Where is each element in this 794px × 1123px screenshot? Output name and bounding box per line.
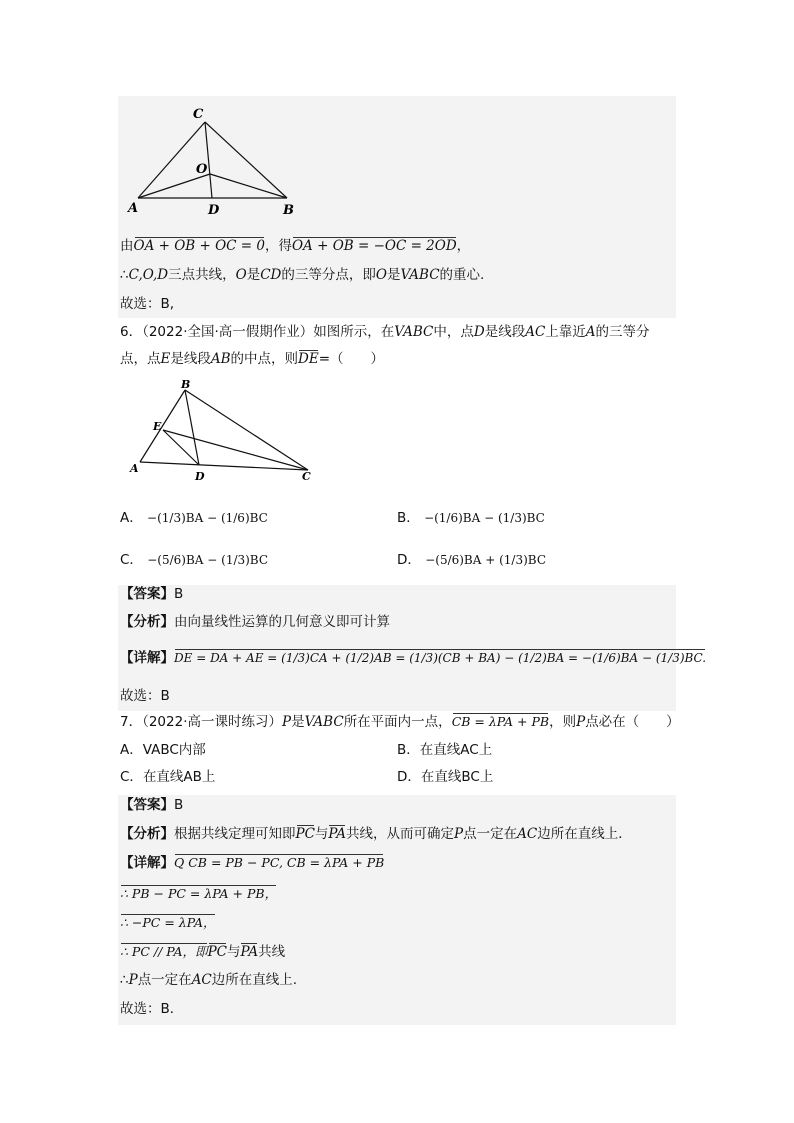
q5-text: ∴ (120, 267, 129, 283)
q5-text: 由 (120, 238, 134, 254)
q5-text: ，得 (264, 238, 292, 254)
q5-eq1: OA + OB + OC = 0 (133, 238, 265, 254)
option-label: C． (120, 552, 143, 568)
q7-text: 所在平面内一点， (343, 714, 452, 730)
q6-math: E (160, 351, 171, 367)
q6-text: 上靠近 (545, 324, 586, 340)
q6-option-C[interactable] (120, 550, 268, 570)
q6-stem-line-1 (120, 322, 650, 342)
q6-text: 中，点 (433, 324, 474, 340)
q6-math: AC (525, 324, 546, 340)
q6-text: 的三等分 (595, 324, 650, 340)
q6-option-A[interactable] (120, 508, 268, 528)
q6-option-B[interactable] (397, 508, 545, 528)
figure-triangle-centroid (125, 104, 305, 224)
option-label: D． (397, 769, 421, 785)
option-text: VABC内部 (142, 742, 206, 758)
option-text: −(1/3)BA − (1/6)BC (147, 511, 268, 525)
q6-math: AB (210, 351, 231, 367)
detail-equation: ∴ PC // PA，即 (120, 942, 208, 962)
q5-math: C,O,D (128, 267, 169, 283)
q5-math: CD (260, 267, 282, 283)
q7-text: 点必在（ ） (585, 714, 680, 730)
q7-text: 是 (291, 714, 305, 730)
q5-line-2 (120, 265, 484, 285)
q7-stem (120, 712, 680, 732)
analysis-text: 与 (314, 826, 329, 842)
fig2-label-E: E (153, 420, 162, 433)
q7-option-A[interactable] (120, 740, 206, 760)
q5-answer-line: 故选：B, (120, 296, 175, 312)
analysis-tag: 【分析】 (120, 826, 174, 842)
q6-stem-line-2 (120, 349, 384, 369)
fig2-label-D: D (195, 470, 205, 483)
q7-detail-2 (120, 884, 277, 904)
q6-choose: 故选：B (120, 688, 170, 704)
q7-detail-3 (120, 913, 216, 933)
q5-math: O (235, 267, 247, 283)
q6-option-D[interactable] (397, 550, 546, 570)
q7-text: ，则 (549, 714, 577, 730)
q6-math: A (585, 324, 596, 340)
fig1-label-D: D (208, 203, 220, 218)
q5-eq2: OA + OB = −OC = 2OD (291, 238, 457, 254)
option-label: B． (397, 742, 420, 758)
option-text: 在直线AB上 (142, 769, 216, 785)
q7-analysis (120, 824, 632, 844)
vec-PC: PC (207, 944, 227, 960)
q7-answer (120, 795, 183, 815)
q7-detail-4 (120, 942, 285, 962)
analysis-text: 由向量线性运算的几何意义即可计算 (174, 614, 390, 630)
q5-text: 是 (386, 267, 401, 283)
answer-value: B (174, 586, 184, 602)
q7-text: 7．（2022·高一课时练习） (120, 714, 282, 730)
detail-equation: DE = DA + AE = (1/3)CA + (1/2)AB = (1/3)(CB + BA) − (1/2)BA = −(1/6)BA − (1/3)BC. (174, 648, 706, 668)
q6-text: 6．（2022·全国·高一假期作业）如图所示，在 (120, 324, 395, 340)
detail-equation: ∴ PB − PC = λPA + PB， (120, 884, 277, 904)
fig1-label-A: A (128, 201, 139, 216)
q5-math: VABC (400, 267, 440, 283)
detail-text: 边所在直线上. (211, 972, 298, 988)
option-label: A． (120, 742, 143, 758)
analysis-tag: 【分析】 (120, 614, 174, 630)
fig2-label-C: C (302, 470, 311, 483)
answer-tag: 【答案】 (120, 797, 174, 813)
detail-text: 与 (226, 944, 241, 960)
q6-text: 点，点 (120, 351, 161, 367)
analysis-text: 根据共线定理可知即 (174, 826, 296, 842)
answer-tag: 【答案】 (120, 586, 174, 602)
q7-math: VABC (304, 714, 344, 730)
q6-text: =（ ） (318, 351, 385, 367)
detail-equation: ∴ −PC = λPA， (120, 913, 216, 933)
analysis-text: 边所在直线上． (537, 826, 632, 842)
q7-equation: CB = λPA + PB (452, 712, 549, 732)
detail-text: 共线 (258, 944, 286, 960)
q5-text: ， (456, 238, 471, 254)
option-label: D． (397, 552, 421, 568)
fig1-label-B: B (283, 203, 294, 218)
detail-tag: 【详解】 (120, 650, 174, 666)
fig1-label-O: O (196, 162, 208, 177)
q7-math: P (576, 714, 586, 730)
q6-answer (120, 584, 183, 604)
option-label: C． (120, 769, 143, 785)
fig2-label-A: A (130, 462, 139, 475)
option-text: 在直线BC上 (420, 769, 494, 785)
option-text: −(5/6)BA + (1/3)BC (425, 553, 546, 567)
q7-detail-5 (120, 970, 297, 990)
q6-text: 则 (284, 351, 299, 367)
analysis-text: 点一定在 (463, 826, 518, 842)
q6-detail (120, 648, 706, 668)
detail-equation: Q CB = PB − PC, CB = λPA + PB (174, 853, 384, 873)
option-text: −(5/6)BA − (1/3)BC (147, 553, 269, 567)
detail-text: ∴ (120, 972, 129, 988)
q5-text: 三点共线， (168, 267, 236, 283)
fig2-label-B: B (181, 378, 191, 391)
math-AC: AC (191, 972, 212, 988)
q6-analysis (120, 612, 390, 632)
math-AC: AC (517, 826, 538, 842)
answer-value: B (174, 797, 184, 813)
q5-text: 是 (246, 267, 261, 283)
q7-option-D[interactable] (397, 767, 493, 787)
detail-tag: 【详解】 (120, 855, 174, 871)
vec-PC: PC (295, 826, 315, 842)
q7-option-C[interactable] (120, 767, 215, 787)
option-text: 在直线AC上 (419, 742, 493, 758)
q7-choose: 故选：B． (120, 1001, 184, 1017)
option-label: B． (397, 510, 420, 526)
q6-vec-DE: DE (298, 351, 319, 367)
q5-text: 的三等分点，即 (281, 267, 376, 283)
q6-text: 是线段 (170, 351, 211, 367)
q5-line-1 (120, 236, 470, 256)
q6-text: 的中点， (230, 351, 285, 367)
q7-detail-1 (120, 853, 384, 873)
q7-math: P (282, 714, 292, 730)
vec-PA: PA (240, 944, 259, 960)
q6-text: 是线段 (484, 324, 526, 340)
q6-math: D (473, 324, 485, 340)
q5-text: 的重心. (439, 267, 485, 283)
q7-option-B[interactable] (397, 740, 492, 760)
analysis-text: 共线，从而可确定 (346, 826, 455, 842)
q5-math: O (375, 267, 387, 283)
math-P: P (128, 972, 138, 988)
vec-PA: PA (328, 826, 347, 842)
option-text: −(1/6)BA − (1/3)BC (424, 511, 545, 525)
option-label: A． (120, 510, 143, 526)
math-P: P (454, 826, 464, 842)
figure-triangle-ABC-DE (128, 378, 328, 488)
fig1-label-C: C (193, 107, 204, 122)
q6-math: VABC (394, 324, 434, 340)
detail-text: 点一定在 (137, 972, 192, 988)
